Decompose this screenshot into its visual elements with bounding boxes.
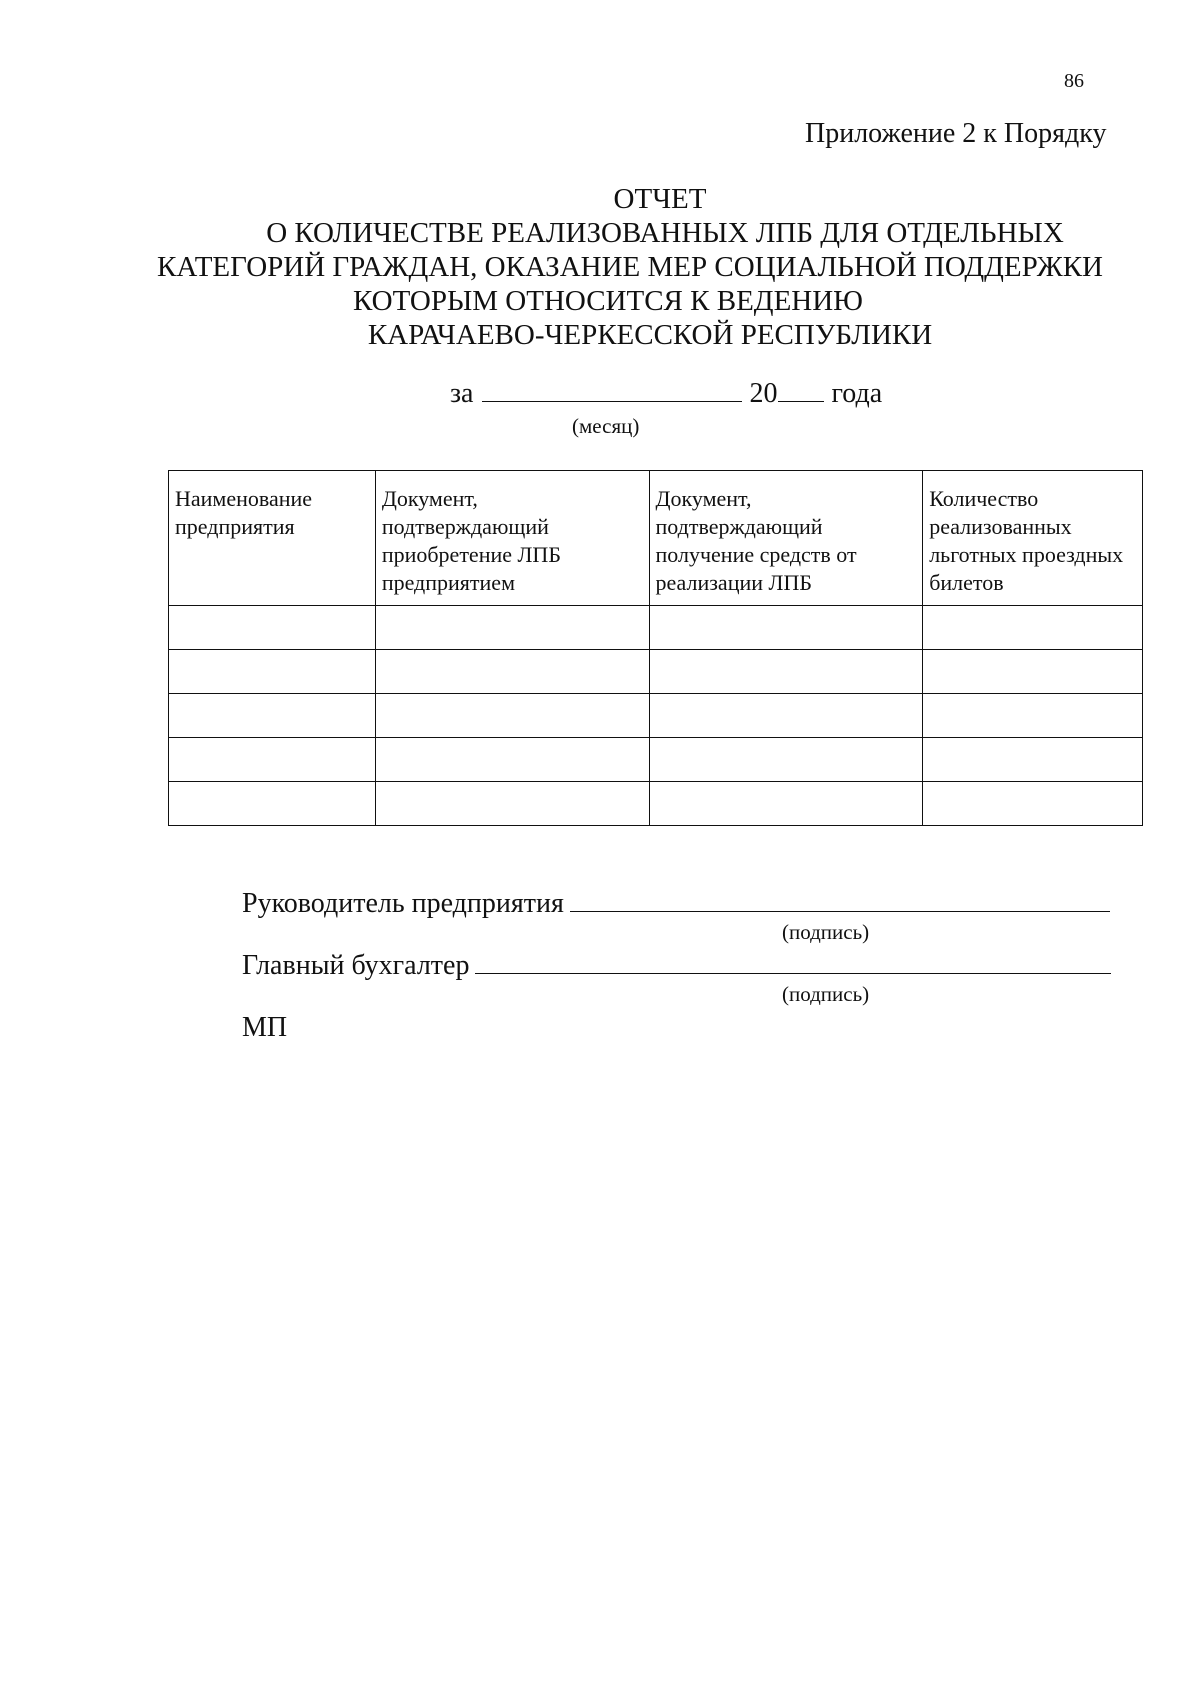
table-cell[interactable] — [649, 782, 923, 826]
table-row — [169, 650, 1143, 694]
table-row — [169, 694, 1143, 738]
table-cell[interactable] — [169, 738, 376, 782]
table-cell[interactable] — [923, 782, 1143, 826]
table-cell[interactable] — [375, 606, 649, 650]
table-header-row — [169, 471, 1143, 606]
head-signature-label: Руководитель предприятия — [242, 888, 564, 919]
head-signature-caption: (подпись) — [782, 920, 870, 944]
accountant-signature-line — [242, 950, 1111, 982]
table-cell[interactable] — [923, 650, 1143, 694]
head-signature-field[interactable] — [570, 889, 1110, 912]
report-table — [168, 470, 1143, 826]
table-cell[interactable] — [375, 782, 649, 826]
column-header-ticket-count: Количество реализованных льготных проездных билетов — [923, 471, 1143, 606]
title-line: КАТЕГОРИЙ ГРАЖДАН, ОКАЗАНИЕ МЕР СОЦИАЛЬНОЙ ПОДДЕРЖКИ — [156, 251, 1103, 283]
table-row — [169, 738, 1143, 782]
report-title — [0, 182, 1200, 352]
table-cell[interactable] — [649, 650, 923, 694]
table-cell[interactable] — [649, 738, 923, 782]
table-cell[interactable] — [375, 650, 649, 694]
table-cell[interactable] — [375, 738, 649, 782]
title-line: КОТОРЫМ ОТНОСИТСЯ К ВЕДЕНИЮ — [353, 285, 863, 317]
table-cell[interactable] — [923, 606, 1143, 650]
column-header-funds-document: Документ, подтверждающий получение средств от реализации ЛПБ — [649, 471, 923, 606]
table-row — [169, 606, 1143, 650]
accountant-signature-field[interactable] — [475, 951, 1111, 974]
head-signature-line — [242, 888, 1110, 920]
table-cell[interactable] — [649, 606, 923, 650]
report-period — [450, 378, 882, 410]
accountant-signature-label: Главный бухгалтер — [242, 950, 470, 981]
table-row — [169, 782, 1143, 826]
table-cell[interactable] — [923, 694, 1143, 738]
title-line: КАРАЧАЕВО-ЧЕРКЕССКОЙ РЕСПУБЛИКИ — [367, 319, 933, 351]
table-cell[interactable] — [375, 694, 649, 738]
table-cell[interactable] — [169, 650, 376, 694]
title-line: О КОЛИЧЕСТВЕ РЕАЛИЗОВАННЫХ ЛПБ ДЛЯ ОТДЕЛЬНЫХ — [266, 217, 1064, 249]
title-line: ОТЧЕТ — [613, 183, 707, 215]
column-header-company: Наименование предприятия — [169, 471, 376, 606]
period-suffix: года — [831, 378, 883, 409]
table-cell[interactable] — [923, 738, 1143, 782]
page-number: 86 — [1064, 70, 1084, 92]
table-cell[interactable] — [649, 694, 923, 738]
table-cell[interactable] — [169, 782, 376, 826]
stamp-placeholder: МП — [242, 1012, 288, 1043]
year-prefix: 20 — [749, 378, 778, 409]
appendix-reference: Приложение 2 к Порядку — [805, 118, 1107, 149]
accountant-signature-caption: (подпись) — [782, 982, 870, 1006]
year-blank[interactable] — [778, 379, 824, 402]
column-header-purchase-document: Документ, подтверждающий приобретение ЛПБ предприятием — [375, 471, 649, 606]
period-prefix: за — [450, 378, 474, 409]
month-blank[interactable] — [482, 379, 742, 402]
table-cell[interactable] — [169, 606, 376, 650]
month-caption: (месяц) — [572, 414, 640, 438]
table-cell[interactable] — [169, 694, 376, 738]
